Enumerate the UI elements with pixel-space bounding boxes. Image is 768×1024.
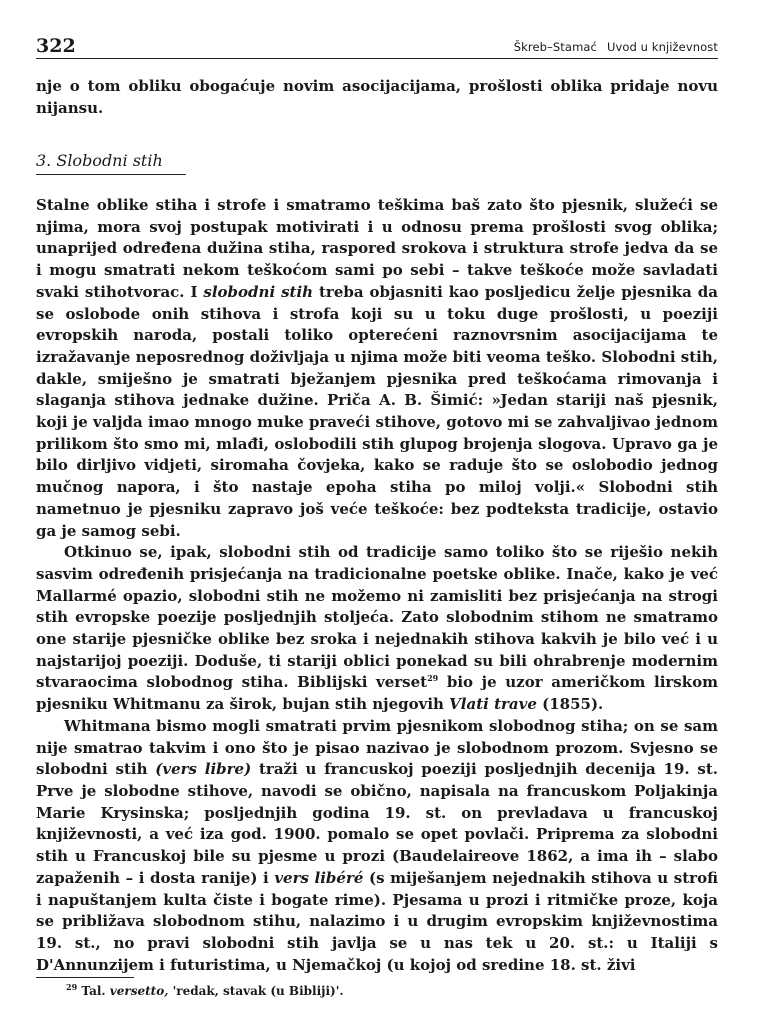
page-number: 322	[36, 35, 76, 57]
emphasis-term: (vers libre)	[155, 760, 252, 779]
running-head	[514, 40, 718, 54]
paragraph-text: Whitmana bismo mogli smatrati prvim pjesnikom slobodnog stiha; on se sam nije smatrao takvim i ono što je pisao nazivao je slobodnom prozom. Svjesno se slobodni stih	[36, 716, 718, 779]
paragraph-text: traži u francuskoj poeziji posljednjih decenija 19. st. Prve je slobodne stihove, navodi se obično, napisala na francuskom Poljakinja Marie Krysinska; posljednjih godina 19. st. on prevladava u francuskoj književnosti, a već iza god. 1900. pomalo se opet povlači. Priprema za slobodni stih u Francuskoj bile su pjesme u prozi (Baudelaireove 1862, a ima ih – slabo zapaženih – i dosta ranije) i	[36, 760, 718, 887]
paragraph-text: Otkinuo se, ipak, slobodni stih od tradicije samo toliko što se riješio nekih sasvim određenih prisjećanja na tradicionalne poetske oblike. Inače, kako je već Mallarmé opazio, slobodni stih ne možemo ni zamisliti bez prisjećanja na strogi stih evropske poezije posljednjih stoljeća. Zato slobodnim stihom ne smatramo one starije pjesničke oblike bez sroka i nejednakih stihova kakvih je bilo već i u najstarijoj poeziji. Doduše, ti stariji oblici ponekad su bili ohrabrenje modernim stvaraocima slobodnog stiha. Biblijski verset	[36, 543, 718, 692]
footnote-term: versetto,	[109, 984, 169, 998]
footnote-divider	[36, 977, 134, 978]
paragraph-2	[36, 542, 718, 716]
paragraph-text: (s miješanjem nejednakih stihova u strofi i napuštanjem kulta čiste i bogate rime). Pjesama u prozi i ritmičke proze, koja se približava slobodnom stihu, nalazimo i u drugim evropskim književnostima 19. st., no pravi slobodni stih javlja se u nas tek u 20. st.: u Italiji s D'Annunzijem i futuristima, u Njemačkoj (u kojoj od sredine 18. st. živi	[36, 868, 718, 974]
footnote-text: Tal.	[77, 984, 110, 998]
running-head-title: Uvod u književnost	[606, 40, 718, 54]
emphasis-term: slobodni stih	[203, 282, 314, 301]
section-title: 3. Slobodni stih	[36, 150, 186, 175]
paragraph-text: treba objasniti kao posljedicu želje pjesnika da se oslobode onih stihova i strofa koji su u toku duge prošlosti, u poeziji evropskih naroda, postali toliko opterećeni raznovrsnim asocijacijama te izražavanje neposrednog doživljaja u njima može biti veoma teško. Slobodni stih, dakle, smiješno je smatrati bježanjem pjesnika pred teškoćama rimovanja i slaganja stihova jednake dužine. Priča A. B. Šimić: »Jedan stariji naš pjesnik, koji je valjda imao mnogo muke praveći stihove, gotovo mi se zahvaljivao jednom prilikom što smo mi, mlađi, oslobodili stih glupog brojenja slogova. Upravo ga je bilo dirljivo vidjeti, siromaha čovjeka, kako se raduje što se oslobodio jednog mučnog napora, i što nastaje epoha stiha po miloj volji.« Slobodni stih nametnuo je pjesniku zapravo još veće teškoće: bez podteksta tradicije, ostavio ga je samog sebi.	[36, 282, 719, 540]
paragraph-text: bio je uzor američkom lirskom pjesniku Whitmanu za širok, bujan stih njegovih	[36, 673, 719, 714]
footnote-number: 29	[66, 982, 78, 992]
intro-paragraph: nje o tom obliku obogaćuje novim asocijacijama, prošlosti oblika pridaje novu nijansu.	[36, 77, 718, 117]
footnote	[66, 983, 666, 999]
paragraph-text: (1855).	[536, 695, 604, 714]
running-header	[36, 36, 718, 59]
running-head-author: Škreb–Stamać	[513, 40, 597, 54]
emphasis-term: vers libéré	[274, 868, 364, 887]
footnote-text: 'redak, stavak (u Bibliji)'.	[168, 984, 344, 998]
work-title: Vlati trave	[449, 695, 537, 714]
paragraph-3	[36, 716, 718, 976]
main-text	[36, 195, 718, 976]
footnote-ref: 29	[427, 673, 439, 684]
paragraph-1	[36, 195, 718, 542]
paragraph-text: Stalne oblike stiha i strofe i smatramo teškima baš zato što pjesnik, služeći se njima, mora svoj postupak motivirati i u odnosu prema prošlosti svog oblika; unaprijed određena dužina stiha, raspored srokova i struktura strofe jedva da se i mogu smatrati nekom teškoćom sami po sebi – takve teškoće može savladati svaki stihotvorac. I	[36, 196, 718, 301]
